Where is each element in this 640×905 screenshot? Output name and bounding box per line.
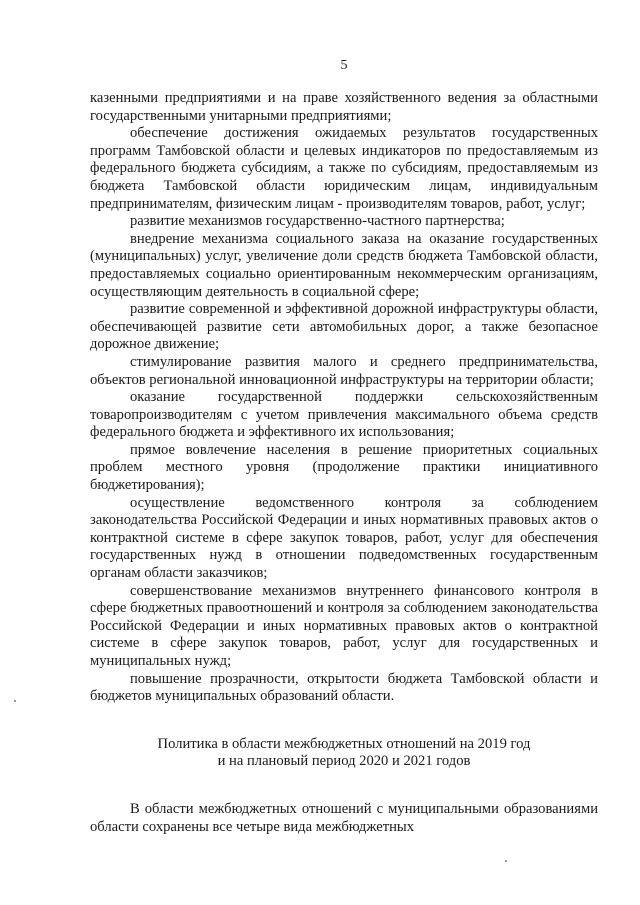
section-heading-line-2: и на плановый период 2020 и 2021 годов <box>217 753 471 770</box>
page-number: 5 <box>340 58 348 73</box>
paragraph-6: стимулирование развития малого и среднего предпринимательства, объектов региональной инновационной инфраструктуры на территории области; <box>90 353 598 388</box>
paragraph-1: казенными предприятиями и на праве хозяйственного ведения за областными государственными унитарными предприятиями; <box>90 90 598 124</box>
paragraph-11: повышение прозрачности, открытости бюджета Тамбовской области и бюджетов муниципальных образований области. <box>90 670 598 705</box>
paragraph-5: развитие современной и эффективной дорожной инфраструктуры области, обеспечивающей развитие сети автомобильных дорог, а также безопасное дорожное движение; <box>90 301 598 353</box>
section-heading-line-1: Политика в области межбюджетных отношений на 2019 год <box>157 735 531 752</box>
paragraph-10: совершенствование механизмов внутреннего финансового контроля в сфере бюджетных правоотношений и контроля за соблюдением законодательства Российской Федерации и иных нормативных правовых актов о контрактной системе в сфере закупок товаров, работ, услуг для государственных и муниципальных нужд; <box>90 582 598 669</box>
paragraph-4: внедрение механизма социального заказа на оказание государственных (муниципальных) услуг, увеличение доли средств бюджета Тамбовской области, предоставляемых социально ориентированным некоммерческим организациям, осуществляющим деятельность в социальной сфере; <box>90 230 598 300</box>
scan-speck <box>505 860 507 862</box>
paragraph-9: осуществление ведомственного контроля за соблюдением законодательства Российской Федерации и иных нормативных правовых актов о контрактной системе в сфере закупок товаров, работ, услуг для обеспечения государственных нужд в отношении подведомственных государственным органам области заказчиков; <box>90 494 598 582</box>
scan-speck <box>14 700 16 702</box>
document-body <box>90 90 598 836</box>
closing-paragraph: В области межбюджетных отношений с муниципальными образованиями области сохранены все четыре вида межбюджетных <box>90 800 598 835</box>
paragraph-3: развитие механизмов государственно-частного партнерства; <box>130 213 505 230</box>
section-heading <box>90 736 598 771</box>
paragraph-2: обеспечение достижения ожидаемых результатов государственных программ Тамбовской области и целевых индикаторов по предоставляемым из федерального бюджета субсидиям, а также по субсидиям, предоставляемым из бюджета Тамбовской области юридическим лицам, индивидуальным предпринимателям, физическим лицам - производителям товаров, работ, услуг; <box>90 125 598 212</box>
paragraph-7: оказание государственной поддержки сельскохозяйственным товаропроизводителям с учетом привлечения максимального объема средств федерального бюджета и эффективного их использования; <box>90 389 598 441</box>
paragraph-8: прямое вовлечение населения в решение приоритетных социальных проблем местного уровня (продолжение практики инициативного бюджетирования); <box>90 441 598 494</box>
